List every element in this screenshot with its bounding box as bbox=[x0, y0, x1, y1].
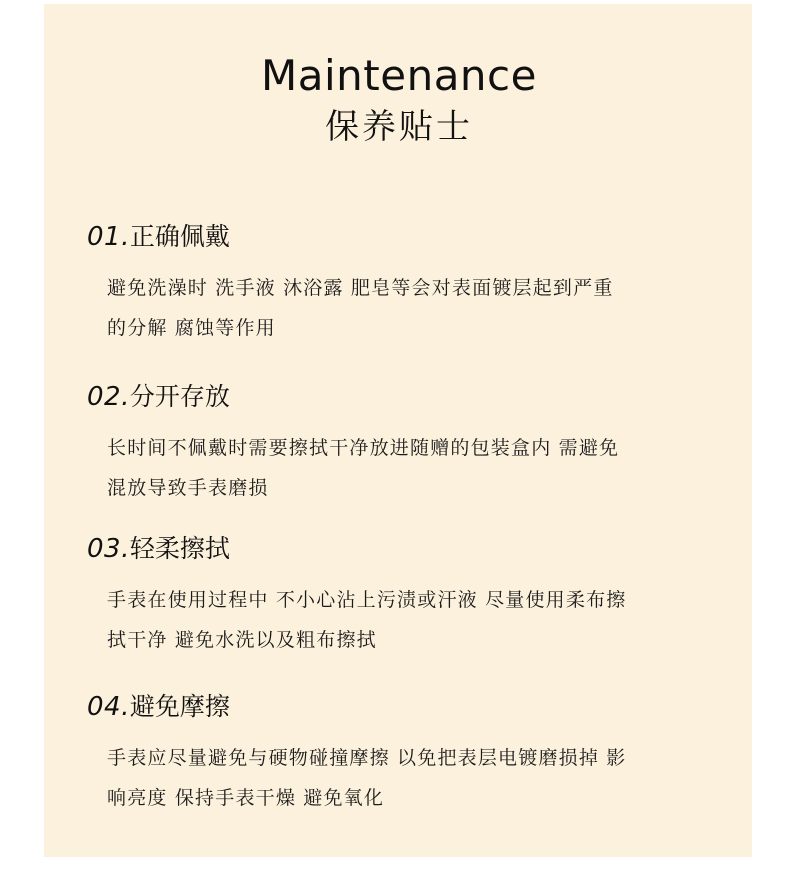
tip-section-1 bbox=[87, 220, 727, 348]
tip-body-line: 避免洗澡时 洗手液 沐浴露 肥皂等会对表面镀层起到严重 bbox=[107, 277, 614, 299]
tip-number: 03. bbox=[87, 534, 130, 564]
tip-number: 02. bbox=[87, 382, 130, 412]
tip-body-line: 的分解 腐蚀等作用 bbox=[107, 317, 276, 339]
tip-body-line: 拭干净 避免水洗以及粗布擦拭 bbox=[107, 629, 377, 651]
page-title-english: Maintenance bbox=[261, 51, 537, 100]
tip-body bbox=[87, 268, 707, 348]
tip-section-2 bbox=[87, 380, 727, 508]
tip-section-4 bbox=[87, 690, 727, 818]
tip-heading bbox=[87, 532, 727, 566]
page-title-chinese: 保养贴士 bbox=[325, 107, 473, 147]
tip-body-line: 长时间不佩戴时需要擦拭干净放进随赠的包装盒内 需避免 bbox=[107, 437, 620, 459]
tip-body-line: 响亮度 保持手表干燥 避免氧化 bbox=[107, 787, 385, 809]
tip-title: 避免摩擦 bbox=[129, 692, 230, 721]
tip-number: 01. bbox=[87, 222, 130, 252]
tip-section-3 bbox=[87, 532, 727, 660]
tip-heading bbox=[87, 220, 727, 254]
tip-title: 分开存放 bbox=[129, 382, 230, 411]
tip-title: 正确佩戴 bbox=[129, 222, 230, 251]
tip-body-line: 混放导致手表磨损 bbox=[107, 477, 269, 499]
tip-body bbox=[87, 580, 707, 660]
tip-heading bbox=[87, 380, 727, 414]
tip-body-line: 手表应尽量避免与硬物碰撞摩擦 以免把表层电镀磨损掉 影 bbox=[107, 747, 627, 769]
tip-title: 轻柔擦拭 bbox=[129, 534, 230, 563]
tip-body-line: 手表在使用过程中 不小心沾上污渍或汗液 尽量使用柔布擦 bbox=[107, 589, 627, 611]
tip-body bbox=[87, 428, 707, 508]
tip-heading bbox=[87, 690, 727, 724]
maintenance-card bbox=[44, 4, 752, 857]
tip-number: 04. bbox=[87, 692, 130, 722]
tip-body bbox=[87, 738, 707, 818]
